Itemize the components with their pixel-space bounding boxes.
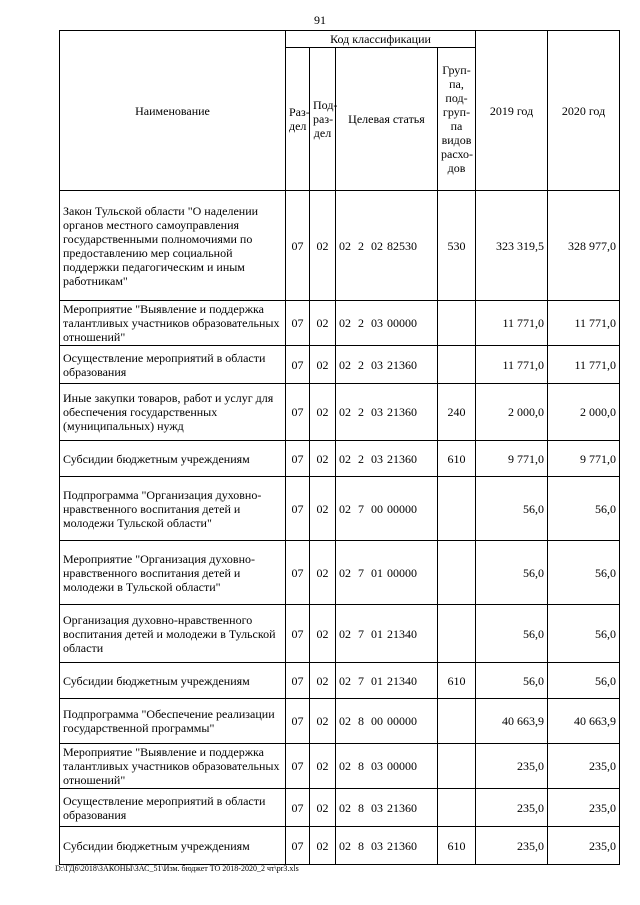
- row-2020: 235,0: [548, 827, 620, 865]
- row-expense-group: 240: [438, 384, 476, 441]
- table-row: [60, 191, 620, 301]
- row-target-article: [336, 827, 438, 865]
- row-razdel: 07: [286, 191, 310, 301]
- row-2019: 11 771,0: [476, 301, 548, 346]
- table-row: [60, 477, 620, 541]
- row-target-article: [336, 346, 438, 384]
- row-2019: 2 000,0: [476, 384, 548, 441]
- row-2020: 56,0: [548, 663, 620, 699]
- row-name: Субсидии бюджетным учреждениям: [60, 441, 286, 477]
- row-razdel: 07: [286, 346, 310, 384]
- header-name: Наименование: [60, 31, 286, 191]
- table-row: [60, 827, 620, 865]
- table-body: [60, 191, 620, 865]
- row-name: Субсидии бюджетным учреждениям: [60, 663, 286, 699]
- target-article-direction: 00000: [387, 759, 417, 773]
- file-path-footer: D:\ГД6\2018\ЗАКОНЫ\ЗАС_51\Изм. бюджет ТО 2018-2020_2 чт\pr3.xls: [55, 864, 299, 873]
- row-podrazdel: 02: [310, 699, 336, 744]
- row-2020: 235,0: [548, 744, 620, 789]
- header-year-2020: 2020 год: [548, 31, 620, 191]
- row-name: Подпрограмма "Обеспечение реализации государственной программы": [60, 699, 286, 744]
- target-article-program: 02 2 03: [339, 316, 383, 330]
- row-podrazdel: 02: [310, 301, 336, 346]
- target-article-direction: 00000: [387, 316, 417, 330]
- row-expense-group: [438, 301, 476, 346]
- row-expense-group: 610: [438, 827, 476, 865]
- row-expense-group: 610: [438, 441, 476, 477]
- row-razdel: 07: [286, 744, 310, 789]
- row-2019: 56,0: [476, 477, 548, 541]
- target-article-direction: 21340: [387, 673, 417, 688]
- row-podrazdel: 02: [310, 541, 336, 605]
- row-expense-group: 610: [438, 663, 476, 699]
- row-expense-group: [438, 744, 476, 789]
- row-2019: 11 771,0: [476, 346, 548, 384]
- table-row: [60, 663, 620, 699]
- target-article-program: 02 8 00: [339, 714, 383, 728]
- header-year-2019: 2019 год: [476, 31, 548, 191]
- row-2019: 56,0: [476, 541, 548, 605]
- row-podrazdel: 02: [310, 384, 336, 441]
- target-article-direction: 00000: [387, 714, 417, 728]
- row-razdel: 07: [286, 384, 310, 441]
- row-podrazdel: 02: [310, 789, 336, 827]
- target-article-direction: 00000: [387, 565, 417, 580]
- target-article-program: 02 2 03: [339, 357, 383, 372]
- target-article-program: 02 7 01: [339, 626, 383, 641]
- row-expense-group: [438, 477, 476, 541]
- target-article-program: 02 8 03: [339, 838, 383, 853]
- row-expense-group: [438, 789, 476, 827]
- row-target-article: [336, 605, 438, 663]
- row-name: Мероприятие "Организация духовно-нравственного воспитания детей и молодежи в Тульской области": [60, 541, 286, 605]
- table-row: [60, 346, 620, 384]
- row-target-article: [336, 699, 438, 744]
- row-2019: 235,0: [476, 789, 548, 827]
- target-article-program: 02 2 03: [339, 451, 383, 466]
- table-row: [60, 744, 620, 789]
- row-2019: 235,0: [476, 827, 548, 865]
- row-2020: 11 771,0: [548, 346, 620, 384]
- row-name: Мероприятие "Выявление и поддержка талантливых участников образовательных отношений": [60, 301, 286, 346]
- row-podrazdel: 02: [310, 477, 336, 541]
- row-podrazdel: 02: [310, 605, 336, 663]
- row-expense-group: [438, 541, 476, 605]
- row-2019: 323 319,5: [476, 191, 548, 301]
- row-2019: 235,0: [476, 744, 548, 789]
- row-razdel: 07: [286, 301, 310, 346]
- row-target-article: [336, 789, 438, 827]
- target-article-direction: 21340: [387, 626, 417, 641]
- row-expense-group: [438, 346, 476, 384]
- row-target-article: [336, 477, 438, 541]
- row-2019: 56,0: [476, 663, 548, 699]
- row-razdel: 07: [286, 441, 310, 477]
- row-podrazdel: 02: [310, 441, 336, 477]
- row-2019: 40 663,9: [476, 699, 548, 744]
- target-article-program: 02 7 01: [339, 673, 383, 688]
- table-row: [60, 605, 620, 663]
- target-article-direction: 21360: [387, 357, 417, 372]
- target-article-direction: 21360: [387, 405, 417, 419]
- row-target-article: [336, 191, 438, 301]
- header-row-top: [60, 31, 620, 48]
- target-article-direction: 21360: [387, 838, 417, 853]
- row-expense-group: 530: [438, 191, 476, 301]
- budget-table: [59, 30, 620, 865]
- row-razdel: 07: [286, 789, 310, 827]
- target-article-direction: 21360: [387, 451, 417, 466]
- row-2020: 11 771,0: [548, 301, 620, 346]
- table-row: [60, 384, 620, 441]
- row-podrazdel: 02: [310, 827, 336, 865]
- row-name: Организация духовно-нравственного воспитания детей и молодежи в Тульской области: [60, 605, 286, 663]
- row-target-article: [336, 301, 438, 346]
- table-row: [60, 789, 620, 827]
- table-row: [60, 301, 620, 346]
- row-name: Мероприятие "Выявление и поддержка талантливых участников образовательных отношений": [60, 744, 286, 789]
- target-article-program: 02 2 02: [339, 238, 383, 253]
- table-row: [60, 441, 620, 477]
- row-2020: 56,0: [548, 541, 620, 605]
- row-2020: 40 663,9: [548, 699, 620, 744]
- row-target-article: [336, 541, 438, 605]
- header-classification: Код классификации: [286, 31, 476, 48]
- row-razdel: 07: [286, 827, 310, 865]
- target-article-program: 02 8 03: [339, 800, 383, 815]
- row-name: Осуществление мероприятий в области образования: [60, 346, 286, 384]
- row-name: Осуществление мероприятий в области образования: [60, 789, 286, 827]
- row-target-article: [336, 441, 438, 477]
- target-article-direction: 21360: [387, 800, 417, 815]
- row-podrazdel: 02: [310, 346, 336, 384]
- table-row: [60, 699, 620, 744]
- target-article-program: 02 2 03: [339, 405, 383, 419]
- row-razdel: 07: [286, 477, 310, 541]
- row-2019: 56,0: [476, 605, 548, 663]
- row-name: Закон Тульской области "О наделении органов местного самоуправления государственными полномочиями по предоставлению мер социальной поддержки педагогическим и иным работникам": [60, 191, 286, 301]
- target-article-program: 02 7 01: [339, 565, 383, 580]
- target-article-direction: 82530: [387, 238, 417, 253]
- row-2020: 56,0: [548, 605, 620, 663]
- target-article-program: 02 7 00: [339, 501, 383, 516]
- row-target-article: [336, 744, 438, 789]
- header-expense-group: Груп- па, под- груп- па видов расхо- дов: [438, 48, 476, 191]
- row-2020: 235,0: [548, 789, 620, 827]
- table-row: [60, 541, 620, 605]
- row-razdel: 07: [286, 663, 310, 699]
- header-section: Раз- дел: [286, 48, 310, 191]
- row-razdel: 07: [286, 699, 310, 744]
- row-2020: 328 977,0: [548, 191, 620, 301]
- header-subsection: Под- раз- дел: [310, 48, 336, 191]
- row-target-article: [336, 384, 438, 441]
- row-name: Иные закупки товаров, работ и услуг для обеспечения государственных (муниципальных) нужд: [60, 384, 286, 441]
- row-2019: 9 771,0: [476, 441, 548, 477]
- row-name: Подпрограмма "Организация духовно-нравственного воспитания детей и молодежи Тульской области": [60, 477, 286, 541]
- row-target-article: [336, 663, 438, 699]
- target-article-direction: 00000: [387, 501, 417, 516]
- header-target-article: Целевая статья: [336, 48, 438, 191]
- target-article-program: 02 8 03: [339, 759, 383, 773]
- row-2020: 2 000,0: [548, 384, 620, 441]
- row-2020: 9 771,0: [548, 441, 620, 477]
- row-razdel: 07: [286, 541, 310, 605]
- row-expense-group: [438, 699, 476, 744]
- row-expense-group: [438, 605, 476, 663]
- row-podrazdel: 02: [310, 663, 336, 699]
- page-number: 91: [314, 13, 326, 27]
- row-name: Субсидии бюджетным учреждениям: [60, 827, 286, 865]
- row-2020: 56,0: [548, 477, 620, 541]
- row-razdel: 07: [286, 605, 310, 663]
- row-podrazdel: 02: [310, 191, 336, 301]
- row-podrazdel: 02: [310, 744, 336, 789]
